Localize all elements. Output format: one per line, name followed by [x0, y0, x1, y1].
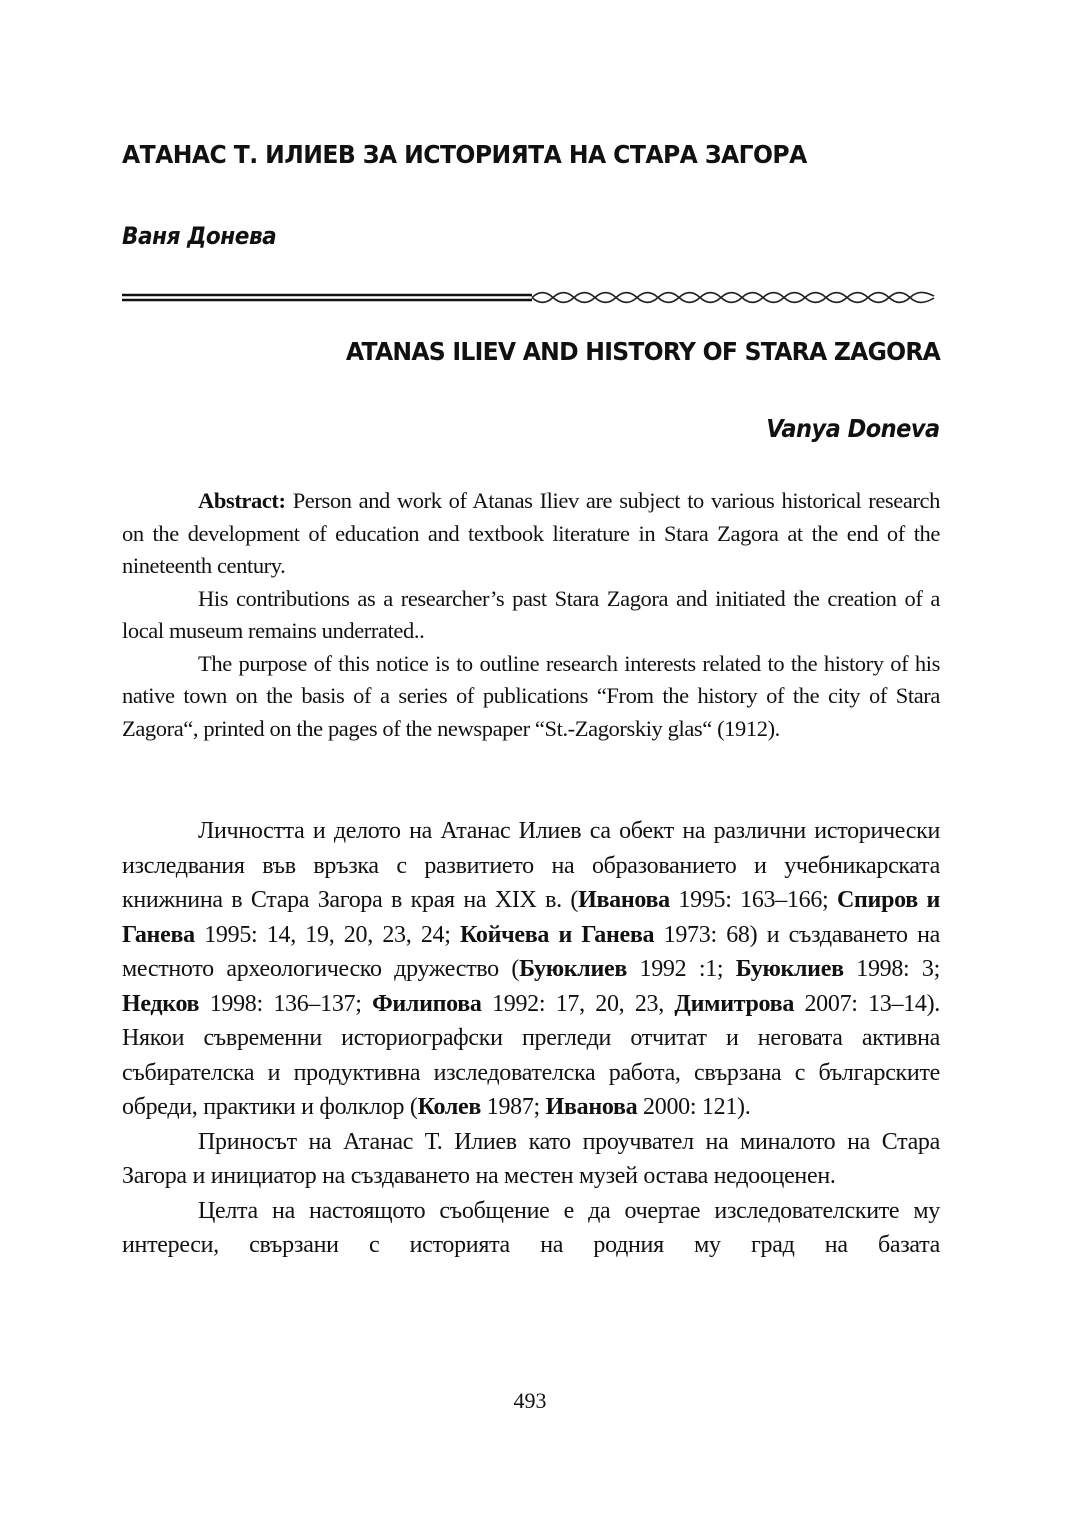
main-text-section — [122, 814, 940, 1263]
citation-author: Димитрова — [674, 990, 795, 1017]
abstract-label: Abstract: — [198, 488, 286, 513]
ornamental-divider — [122, 288, 942, 308]
body-paragraph-2: Приносът на Атанас Т. Илиев като проучвател на миналото на Стара Загора и инициатор на създаването на местен музей остава недооценен. — [122, 1128, 940, 1189]
citation-author: Койчева и Ганева — [460, 921, 655, 948]
citation-author: Колев — [417, 1094, 482, 1120]
citation-author: Иванова — [545, 1094, 638, 1120]
citation-author: Спиров и Ганева — [122, 887, 940, 948]
citation-author: Недков — [122, 990, 200, 1017]
page-number: 493 — [513, 1388, 547, 1413]
abstract-section — [122, 485, 940, 745]
citation-author: Буюклиев — [735, 956, 844, 982]
article-title-bulgarian: АТАНАС Т. ИЛИЕВ ЗА ИСТОРИЯТА НА СТАРА ЗАГОРА — [122, 140, 807, 169]
citation-author: Иванова — [578, 887, 670, 913]
abstract-paragraph-3: The purpose of this notice is to outline research interests related to the history of his native town on the basis of a series of publications “From the history of the city of Stara Zagora“, printed on the pages of the newspaper “St.-Zagorskiy glas“ (1912). — [122, 650, 940, 741]
citation-author: Филипова — [372, 990, 482, 1017]
abstract-paragraph-1: Abstract: Person and work of Atanas Iliev are subject to various historical research on the development of education and textbook literature in Stara Zagora at the end of the nineteenth century. — [122, 488, 940, 578]
author-name-bulgarian: Ваня Донева — [122, 222, 277, 250]
abstract-paragraph-2: His contributions as a researcher’s past Stara Zagora and initiated the creation of a local museum remains underrated.. — [122, 585, 940, 643]
article-title-english: ATANAS ILIEV AND HISTORY OF STARA ZAGORA — [345, 337, 940, 366]
body-paragraph-1: Личността и делото на Атанас Илиев са обект на различни исторически изследвания във връзка с развитието на образованието и учебникарската книжнина в Стара Загора в края на XIX в. (Иванова 1995: 163–166; Спиров и Ганева 1995: 14, 19, 20, 23, 24; Койчева и Ганева 1973: 68) и създаването на местното археологическо дружество (Буюклиев 1992 :1; Буюклиев 1998: 3; Недков 1998: 136–137; Филипова 1992: 17, 20, 23, Димитрова 2007: 13–14). Някои съвременни историографски прегледи отчитат и неговата активна събирателска и продуктивна изследователска работа, свързана с българските обреди, практики и фолклор (Колев 1987; Иванова 2000: 121). — [122, 818, 941, 1120]
body-paragraph-3: Целта на настоящото съобщение е да очертае изследователските му интереси, свързани с историята на родния му град на базата — [122, 1197, 940, 1258]
citation-author: Буюклиев — [519, 956, 628, 982]
author-name-english: Vanya Doneva — [766, 414, 940, 443]
